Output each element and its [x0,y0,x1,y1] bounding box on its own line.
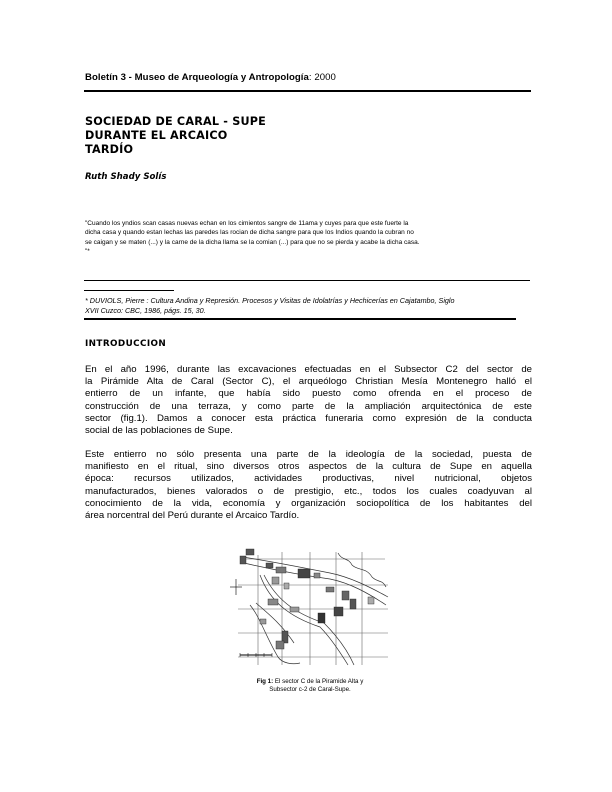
journal-header [85,72,530,83]
paragraph-line: conocimiento de la vida, economía y organización sociopolítica de los habitantes del [85,497,532,509]
paragraph-line: época: recursos utilizados, actividades productivas, nivel nutricional, objetos [85,473,532,485]
paragraph-line: manifiesto en el ritual, sino diversos otros aspectos de la cultura de Supe en aquella [85,461,532,473]
epigraph-line: se caigan y se maten (...) y la carne de la dicha llama se la comian (...) para que no se pierda y acabe la dicha casa. [85,238,420,246]
paragraph-line: la Pirámide Alta de Caral (Sector C), el arqueólogo Christian Mesía Montenegro halló el [85,376,532,388]
separator-rule [84,280,530,281]
footnote-line: XVII Cuzco: CBC, 1986, págs. 15, 30. [85,306,206,315]
paragraph-line: sector (fig.1). Damos a conocer esta práctica funeraria como expresión de la conducta [85,412,532,424]
title-line: TARDÍO [85,143,134,156]
separator-rule [84,318,516,320]
paragraph-line: manufacturados, bienes valorados o de prestigio, etc., todos los cuales coadyuvan al [85,485,532,497]
article-title [85,115,385,157]
paragraph-line: social de las poblaciones de Supe. [85,425,233,437]
epigraph-quote [85,219,532,256]
title-line: SOCIEDAD DE CARAL - SUPE [85,115,267,128]
site-map-figure [230,547,390,672]
paragraph [85,364,532,437]
journal-name: Boletín 3 - Museo de Arqueología y Antropología [85,72,309,83]
paragraph-line: área norcentral del Perú durante el Arcaico Tardío. [85,510,300,522]
paragraph [85,449,532,522]
footnote-line: * DUVIOLS, Pierre : Cultura Andina y Represión. Procesos y Visitas de Idolatrías y Hechicerías en Cajatambo, Siglo [85,296,455,305]
epigraph-line: dicha casa y quando estan lechas las paredes las rocian de dicha sangre para que los Indios quando la cubran no [85,229,414,237]
paragraph-line: Este entierro no sólo presenta una parte de la ideología de la sociedad, puesta de [85,449,532,460]
paragraph-line: entierro de un infante, que había sido puesto como ofrenda en el proceso de [85,388,532,400]
section-heading: INTRODUCCION [85,339,167,349]
caption-line: Subsector c-2 de Caral-Supe. [269,686,351,693]
header-rule [84,90,531,92]
paragraph-line: En el año 1996, durante las excavaciones efectuadas en el Subsector C2 del sector de [85,364,532,375]
epigraph-line: "* [85,247,90,255]
figure-label: Fig 1: [256,678,274,685]
caption-line: El sector C de la Piramide Alta y [273,678,364,685]
site-map-image [230,547,390,672]
paragraph-line: construcción de una terraza, y como parte de la ampliación arquitectónica de este [85,400,532,412]
article-author: Ruth Shady Solís [85,172,167,182]
journal-year: : 2000 [308,72,336,83]
title-line: DURANTE EL ARCAICO [85,129,228,142]
epigraph-line: "Cuando los yndios scan casas nuevas echan en los cimientos sangre de 11ama y cuyes para que este fuerte la [85,220,409,227]
figure-caption [200,678,420,694]
separator-rule [84,290,174,291]
footnote [85,296,532,316]
